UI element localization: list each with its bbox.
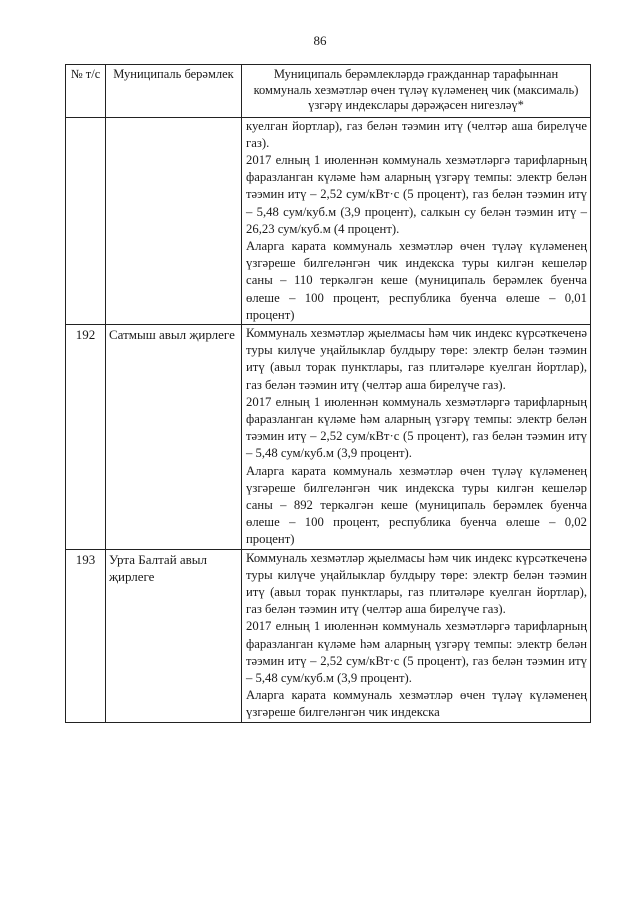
- page-number: 86: [313, 33, 327, 48]
- table-row: [66, 549, 591, 722]
- row-number: 193: [66, 549, 106, 722]
- row-number: [66, 117, 106, 324]
- row-basis: [242, 549, 591, 722]
- row-basis: [242, 117, 591, 324]
- header-municipality: Муниципаль берәмлек: [106, 65, 242, 118]
- basis-paragraph: Аларга карата коммуналь хезмәтләр өчен түләү күләменең үзгәреше билгеләнгән чик индекска: [246, 688, 587, 720]
- header-basis: Муниципаль берәмлекләрдә гражданнар тарафыннан коммуналь хезмәтләр өчен түләү күләменең чик (максималь) үзгәрү индекслары дәрәҗәсен нигезләү*: [242, 65, 591, 118]
- basis-paragraph: 2017 елның 1 июленнән коммуналь хезмәтләргә тарифларның фаразланган күләме һәм аларның үзгәрү темпы: электр белән тәэмин итү – 2,52 сум/кВт·с (5 процент), газ белән тәэмин итү – 5,48 сум/куб.м (3,9 процент), салкын су белән тәэмин итү – 26,23 сум/куб.м (4 процент).: [246, 152, 587, 236]
- tariff-table: [65, 64, 591, 723]
- table-row: [66, 117, 591, 324]
- row-basis: [242, 324, 591, 549]
- basis-paragraph: Аларга карата коммуналь хезмәтләр өчен түләү күләменең үзгәреше билгеләнгән чик индекска туры килгән кешеләр саны – 892 теркәлгән кеше (муниципаль берәмлек буенча өлеше – 100 процент, республика буенча өлеше – 0,02 процент): [246, 463, 587, 547]
- basis-paragraph: куелган йортлар), газ белән тәэмин итү (челтәр аша бирелүче газ).: [246, 118, 587, 150]
- row-municipality: Урта Балтай авыл җирлеге: [106, 549, 242, 722]
- row-municipality: Сатмыш авыл җирлеге: [106, 324, 242, 549]
- header-number: № т/с: [66, 65, 106, 118]
- row-municipality: [106, 117, 242, 324]
- basis-paragraph: 2017 елның 1 июленнән коммуналь хезмәтләргә тарифларның фаразланган күләме һәм аларның үзгәрү темпы: электр белән тәэмин итү – 2,52 сум/кВт·с (5 процент), газ белән тәэмин итү – 5,48 сум/куб.м (3,9 процент).: [246, 394, 587, 461]
- basis-paragraph: Коммуналь хезмәтләр җыелмасы һәм чик индекс күрсәткеченә туры килүче уңайлыклар булдыру төре: электр белән тәэмин итү (авыл торак пунктлары, газ плитәләре куелган йортлар), газ белән тәэмин итү (челтәр аша бирелүче газ).: [246, 325, 587, 392]
- table-header-row: [66, 65, 591, 118]
- basis-paragraph: Коммуналь хезмәтләр җыелмасы һәм чик индекс күрсәткеченә туры килүче уңайлыклар булдыру төре: электр белән тәэмин итү (авыл торак пунктлары, газ плитәләре куелган йортлар), газ белән тәэмин итү (челтәр аша бирелүче газ).: [246, 550, 587, 617]
- basis-paragraph: Аларга карата коммуналь хезмәтләр өчен түләү күләменең үзгәреше билгеләнгән чик индекска туры килгән кешеләр саны – 110 теркәлгән кеше (муниципаль берәмлек буенча өлеше – 100 процент, республика буенча өлеше – 0,01 процент): [246, 238, 587, 322]
- row-number: 192: [66, 324, 106, 549]
- table-row: [66, 324, 591, 549]
- basis-paragraph: 2017 елның 1 июленнән коммуналь хезмәтләргә тарифларның фаразланган күләме һәм аларның үзгәрү темпы: электр белән тәэмин итү – 2,52 сум/кВт·с (5 процент), газ белән тәэмин итү – 5,48 сум/куб.м (3,9 процент).: [246, 619, 587, 685]
